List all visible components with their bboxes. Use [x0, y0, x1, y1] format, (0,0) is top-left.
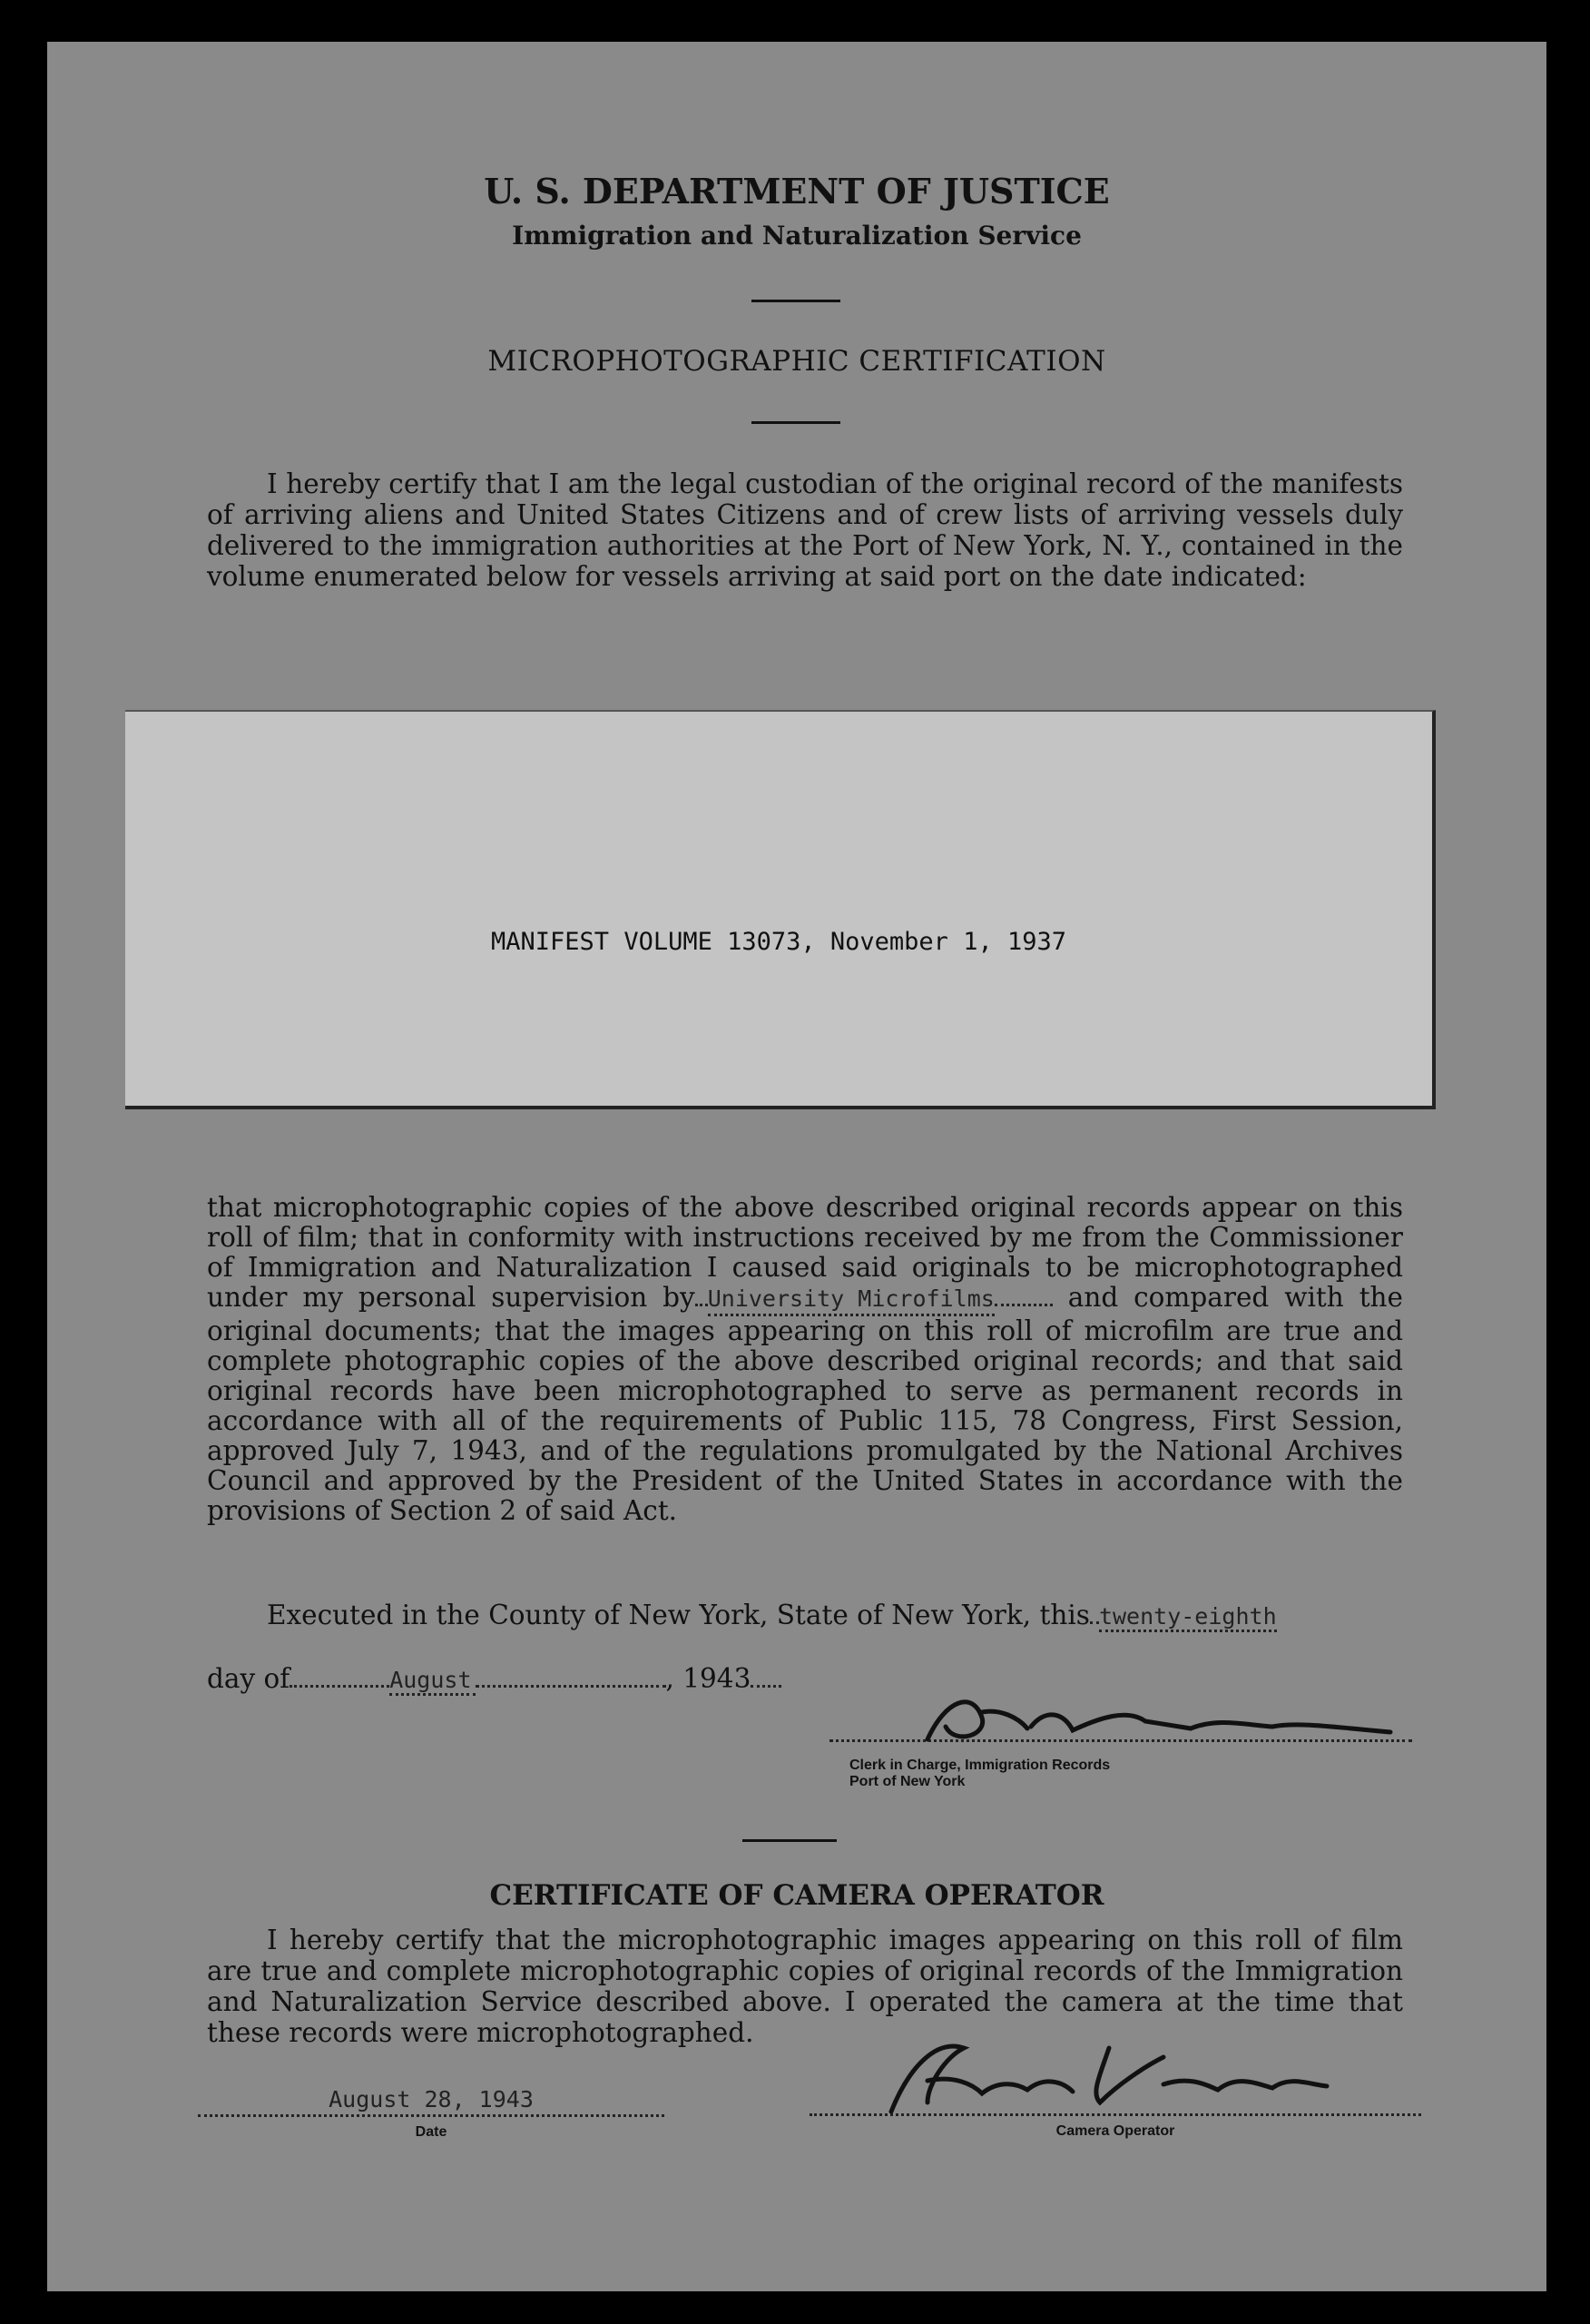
- record-insert-slip: [125, 710, 1436, 1109]
- service-subheading: Immigration and Naturalization Service: [512, 221, 1082, 251]
- execution-lead: Executed in the County of New York, State of New York, this: [267, 1600, 1090, 1630]
- camera-operator-signature: [873, 2030, 1345, 2121]
- execution-day: twenty-eighth: [1099, 1603, 1277, 1632]
- intro-paragraph: I hereby certify that I am the legal custodian of the original record of the manifests of arriving aliens and United States Citizens and of crew lists of arriving vessels duly delivered to the immigration authorities at the Port of New York, N. Y., contained in the volume enumerated below for vessels arriving at said port on the date indicated:: [207, 468, 1403, 592]
- clerk-signature: [918, 1681, 1427, 1754]
- camera-certificate-title: CERTIFICATE OF CAMERA OPERATOR: [489, 1879, 1104, 1912]
- camera-date-field: [198, 2086, 664, 2141]
- day-of-label: day of: [207, 1663, 290, 1694]
- execution-date-line: day of August , 1943: [207, 1663, 1024, 1694]
- manifest-volume-text: MANIFEST VOLUME 13073, November 1, 1937: [491, 928, 1066, 956]
- execution-month: August: [389, 1667, 475, 1696]
- filmed-by-value: University Microfilms: [708, 1284, 995, 1316]
- divider: [751, 421, 840, 424]
- execution-year-digit: 3: [733, 1663, 751, 1694]
- clerk-title: Clerk in Charge, Immigration Records Port of New York: [849, 1758, 1111, 1789]
- body-part-2: and compared with the original documents; that the images appearing on this roll of microfilm are true and complete photographic copies of the above described original records; and that said original records have been microphotographed to serve as permanent records in accordance with all of the requirements of Public 115, 78 Congress, First Session, approved July 7, 1943, and of the regulations promulgated by the National Archives Council and approved by the President of the United States in accordance with the provisions of Section 2 of said Act.: [207, 1282, 1403, 1526]
- execution-line: [267, 1600, 1447, 1632]
- camera-date-label: Date: [415, 2124, 447, 2140]
- divider: [751, 300, 840, 302]
- department-heading: U. S. DEPARTMENT OF JUSTICE: [484, 171, 1110, 212]
- body-part-1: that microphotographic copies of the above described original records appear on this roll of film; that in conformity with instructions received by me from the Commissioner of Immigration and Naturalization I caused said originals to be microphotographed under my personal supervision by: [207, 1192, 1403, 1313]
- certificate-page: [47, 42, 1546, 2291]
- form-title: MICROPHOTOGRAPHIC CERTIFICATION: [487, 345, 1106, 378]
- certification-body: [207, 1193, 1403, 1526]
- divider: [742, 1839, 837, 1842]
- camera-date-value: August 28, 1943: [198, 2086, 664, 2117]
- camera-operator-label: Camera Operator: [1055, 2123, 1175, 2139]
- camera-certificate-text: I hereby certify that the microphotographic images appearing on this roll of film are true and complete microphotographic copies of original records of the Immigration and Naturalization Service described above. I operated the camera at the time that these records were microphotographed.: [207, 1925, 1403, 2048]
